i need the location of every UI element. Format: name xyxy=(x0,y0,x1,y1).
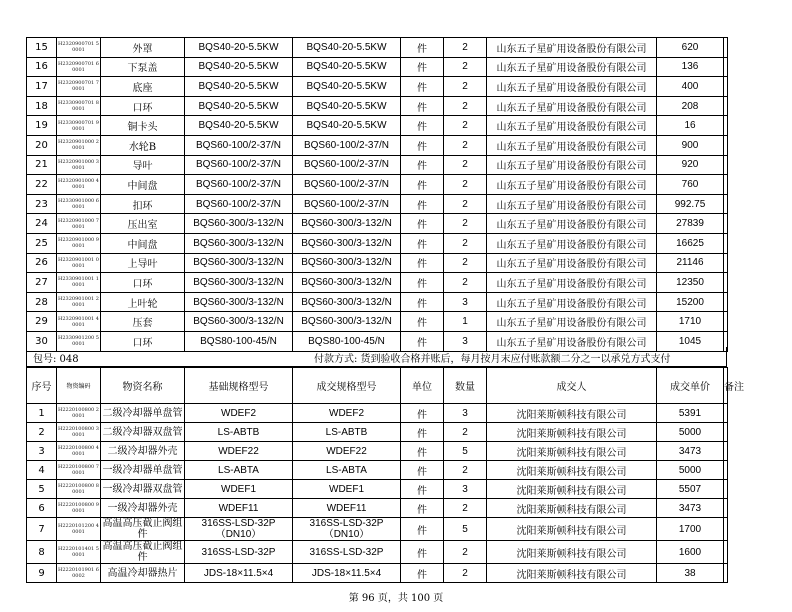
deal-spec: WDEF1 xyxy=(293,480,401,499)
deal-spec: WDEF22 xyxy=(293,442,401,461)
base-spec: BQS40-20-5.5KW xyxy=(185,96,293,116)
material-name: 高温高压截止阀组件 xyxy=(102,541,183,563)
vendor-name: 沈阳莱斯顿科技有限公司 xyxy=(487,423,657,442)
unit-price: 400 xyxy=(657,77,724,97)
deal-spec: BQS40-20-5.5KW xyxy=(293,57,401,77)
quantity: 1 xyxy=(444,312,487,332)
material-name: 二级冷却器双盘管 xyxy=(101,423,185,442)
note-cell xyxy=(724,312,728,332)
quantity: 5 xyxy=(444,442,487,461)
note-cell xyxy=(724,442,728,461)
unit-price: 27839 xyxy=(657,214,724,234)
vendor-name: 山东五子星矿用设备股份有限公司 xyxy=(487,292,657,312)
material-name: 高温高压截止阀组件 xyxy=(102,518,183,540)
table-row xyxy=(27,116,728,136)
note-cell xyxy=(724,423,728,442)
quantity: 2 xyxy=(444,38,487,58)
quantity: 2 xyxy=(444,96,487,116)
deal-spec: BQS60-100/2-37/N xyxy=(293,135,401,155)
header-row xyxy=(27,368,728,404)
deal-spec: 316SS-LSD-32P xyxy=(293,541,401,564)
table-row xyxy=(27,38,728,58)
deal-spec: BQS60-300/3-132/N xyxy=(293,312,401,332)
deal-spec: WDEF2 xyxy=(293,404,401,423)
unit-price: 1600 xyxy=(657,541,724,564)
material-name: 扣环 xyxy=(101,194,185,214)
vendor-name: 沈阳莱斯顿科技有限公司 xyxy=(487,499,657,518)
material-name: 高温冷却器热片 xyxy=(101,564,185,583)
row-number: 27 xyxy=(27,273,57,293)
note-cell xyxy=(724,564,728,583)
material-code: H2320901000 30001 xyxy=(57,155,101,175)
header-note: 备注 xyxy=(724,368,728,404)
base-spec: WDEF2 xyxy=(185,404,293,423)
quantity: 2 xyxy=(444,423,487,442)
row-number: 6 xyxy=(27,499,57,518)
material-name: 一级冷却器单盘管 xyxy=(101,461,185,480)
header-code: 物资编码 xyxy=(57,368,101,404)
material-code: H2330900701 80001 xyxy=(57,96,101,116)
deal-spec: BQS40-20-5.5KW xyxy=(293,77,401,97)
unit-price: 3473 xyxy=(657,442,724,461)
row-number: 15 xyxy=(27,38,57,58)
quantity: 3 xyxy=(444,331,487,351)
material-name: 口环 xyxy=(101,331,185,351)
unit: 件 xyxy=(401,96,444,116)
unit-price: 38 xyxy=(657,564,724,583)
material-code: H2320901000 70001 xyxy=(57,214,101,234)
base-spec: BQS80-100-45/N xyxy=(185,331,293,351)
unit-price: 5391 xyxy=(657,404,724,423)
table-row xyxy=(27,135,728,155)
base-spec: LS-ABTA xyxy=(185,461,293,480)
note-cell xyxy=(724,77,728,97)
quantity: 2 xyxy=(444,499,487,518)
unit-price: 21146 xyxy=(657,253,724,273)
base-spec: WDEF1 xyxy=(185,480,293,499)
vendor-name: 山东五子星矿用设备股份有限公司 xyxy=(487,214,657,234)
package-number: 包号: 048 xyxy=(33,354,79,365)
material-code: H2320900701 50001 xyxy=(57,38,101,58)
vendor-name: 沈阳莱斯顿科技有限公司 xyxy=(487,518,657,541)
unit-price: 760 xyxy=(657,175,724,195)
vendor-name: 山东五子星矿用设备股份有限公司 xyxy=(487,194,657,214)
quantity: 2 xyxy=(444,116,487,136)
vendor-name: 山东五子星矿用设备股份有限公司 xyxy=(487,233,657,253)
package-info-row xyxy=(26,347,727,367)
material-name: 水轮B xyxy=(101,135,185,155)
material-code: H2320900701 60001 xyxy=(57,57,101,77)
vendor-name: 山东五子星矿用设备股份有限公司 xyxy=(487,96,657,116)
note-cell xyxy=(724,194,728,214)
note-cell xyxy=(724,214,728,234)
unit-price: 12350 xyxy=(657,273,724,293)
note-cell xyxy=(724,57,728,77)
unit: 件 xyxy=(401,194,444,214)
deal-spec: BQS40-20-5.5KW xyxy=(293,38,401,58)
deal-spec: BQS60-300/3-132/N xyxy=(293,233,401,253)
quantity: 2 xyxy=(444,77,487,97)
base-spec: BQS60-300/3-132/N xyxy=(185,273,293,293)
row-number: 17 xyxy=(27,77,57,97)
vendor-name: 山东五子星矿用设备股份有限公司 xyxy=(487,175,657,195)
unit: 件 xyxy=(401,312,444,332)
note-cell xyxy=(724,292,728,312)
note-cell xyxy=(724,233,728,253)
quantity: 2 xyxy=(444,57,487,77)
material-name: 一级冷却器双盘管 xyxy=(101,480,185,499)
unit-price: 136 xyxy=(657,57,724,77)
note-cell xyxy=(724,155,728,175)
row-number: 29 xyxy=(27,312,57,332)
base-spec: BQS40-20-5.5KW xyxy=(185,77,293,97)
deal-spec: BQS60-100/2-37/N xyxy=(293,175,401,195)
deal-spec: BQS80-100-45/N xyxy=(293,331,401,351)
material-name: 一级冷却器外壳 xyxy=(101,499,185,518)
table-row xyxy=(27,564,728,583)
table-row xyxy=(27,233,728,253)
row-number: 19 xyxy=(27,116,57,136)
table-row xyxy=(27,480,728,499)
unit: 件 xyxy=(401,292,444,312)
vendor-name: 山东五子星矿用设备股份有限公司 xyxy=(487,273,657,293)
material-code: H2320901000 20001 xyxy=(57,135,101,155)
quantity: 2 xyxy=(444,273,487,293)
unit-price: 1045 xyxy=(657,331,724,351)
base-spec: BQS60-100/2-37/N xyxy=(185,155,293,175)
material-name: 上导叶 xyxy=(101,253,185,273)
table-row xyxy=(27,57,728,77)
table-row xyxy=(27,461,728,480)
row-number: 22 xyxy=(27,175,57,195)
row-number: 30 xyxy=(27,331,57,351)
base-spec: 316SS-LSD-32P（DN10） xyxy=(185,518,293,541)
unit-price: 1710 xyxy=(657,312,724,332)
unit-price: 920 xyxy=(657,155,724,175)
row-number: 25 xyxy=(27,233,57,253)
note-cell xyxy=(724,253,728,273)
deal-spec: BQS60-300/3-132/N xyxy=(293,292,401,312)
unit-price: 5000 xyxy=(657,423,724,442)
material-name: 底座 xyxy=(101,77,185,97)
table-row xyxy=(27,518,728,541)
unit: 件 xyxy=(401,135,444,155)
deal-spec: BQS60-300/3-132/N xyxy=(293,273,401,293)
unit: 件 xyxy=(401,404,444,423)
table-row xyxy=(27,292,728,312)
base-spec: BQS40-20-5.5KW xyxy=(185,38,293,58)
material-name: 导叶 xyxy=(101,155,185,175)
note-cell xyxy=(724,273,728,293)
unit: 件 xyxy=(401,175,444,195)
row-number: 2 xyxy=(27,423,57,442)
material-name: 口环 xyxy=(101,273,185,293)
deal-spec: LS-ABTB xyxy=(293,423,401,442)
base-spec: BQS60-100/2-37/N xyxy=(185,135,293,155)
deal-spec: BQS40-20-5.5KW xyxy=(293,116,401,136)
quantity: 2 xyxy=(444,155,487,175)
material-name: 外罩 xyxy=(101,38,185,58)
material-name: 二级冷却器外壳 xyxy=(101,442,185,461)
table-row xyxy=(27,77,728,97)
payment-terms: 付款方式: 货到验收合格并账后，每月按月末应付账款额二分之一以承兑方式支付 xyxy=(314,354,671,365)
column-header-table xyxy=(26,367,744,404)
base-spec: BQS40-20-5.5KW xyxy=(185,57,293,77)
unit: 件 xyxy=(401,38,444,58)
items-table-top xyxy=(26,37,728,352)
row-number: 5 xyxy=(27,480,57,499)
deal-spec: BQS60-300/3-132/N xyxy=(293,214,401,234)
quantity: 2 xyxy=(444,175,487,195)
base-spec: WDEF22 xyxy=(185,442,293,461)
row-number: 24 xyxy=(27,214,57,234)
quantity: 2 xyxy=(444,564,487,583)
material-code: H2320901001 40001 xyxy=(57,312,101,332)
deal-spec: BQS60-300/3-132/N xyxy=(293,253,401,273)
vendor-name: 沈阳莱斯顿科技有限公司 xyxy=(487,442,657,461)
unit-price: 16625 xyxy=(657,233,724,253)
quantity: 3 xyxy=(444,292,487,312)
material-name: 下泵盖 xyxy=(101,57,185,77)
note-cell xyxy=(724,518,728,541)
header-spec: 基础规格型号 xyxy=(185,368,293,404)
unit-price: 1700 xyxy=(657,518,724,541)
vendor-name: 沈阳莱斯顿科技有限公司 xyxy=(487,480,657,499)
unit: 件 xyxy=(401,541,444,564)
unit: 件 xyxy=(401,564,444,583)
material-code: H2330900701 90001 xyxy=(57,116,101,136)
unit: 件 xyxy=(401,442,444,461)
note-cell xyxy=(724,480,728,499)
row-number: 3 xyxy=(27,442,57,461)
row-number: 9 xyxy=(27,564,57,583)
note-cell xyxy=(724,499,728,518)
material-code: H2320901001 20001 xyxy=(57,292,101,312)
deal-spec: WDEF11 xyxy=(293,499,401,518)
deal-spec: JDS-18×11.5×4 xyxy=(293,564,401,583)
base-spec: BQS60-300/3-132/N xyxy=(185,233,293,253)
page-footer: 第 96 页，共 100 页 xyxy=(348,593,444,604)
material-code: H2220101901 60002 xyxy=(57,564,101,583)
vendor-name: 山东五子星矿用设备股份有限公司 xyxy=(487,155,657,175)
note-cell xyxy=(724,135,728,155)
unit-price: 900 xyxy=(657,135,724,155)
vendor-name: 山东五子星矿用设备股份有限公司 xyxy=(487,135,657,155)
material-name: 铜卡头 xyxy=(101,116,185,136)
quantity: 3 xyxy=(444,480,487,499)
vendor-name: 沈阳莱斯顿科技有限公司 xyxy=(487,541,657,564)
unit: 件 xyxy=(401,423,444,442)
material-name: 压套 xyxy=(101,312,185,332)
table-row xyxy=(27,194,728,214)
table-row xyxy=(27,253,728,273)
table-row xyxy=(27,423,728,442)
row-number: 26 xyxy=(27,253,57,273)
vendor-name: 山东五子星矿用设备股份有限公司 xyxy=(487,57,657,77)
table-row xyxy=(27,273,728,293)
quantity: 2 xyxy=(444,461,487,480)
base-spec: LS-ABTB xyxy=(185,423,293,442)
base-spec: JDS-18×11.5×4 xyxy=(185,564,293,583)
vendor-name: 山东五子星矿用设备股份有限公司 xyxy=(487,331,657,351)
unit: 件 xyxy=(401,155,444,175)
row-number: 23 xyxy=(27,194,57,214)
table-row xyxy=(27,404,728,423)
unit-price: 15200 xyxy=(657,292,724,312)
quantity: 2 xyxy=(444,194,487,214)
unit: 件 xyxy=(401,253,444,273)
unit-price: 620 xyxy=(657,38,724,58)
header-unit: 单位 xyxy=(401,368,444,404)
header-deal-spec: 成交规格型号 xyxy=(293,368,401,404)
row-number: 21 xyxy=(27,155,57,175)
base-spec: WDEF11 xyxy=(185,499,293,518)
base-spec: BQS60-300/3-132/N xyxy=(185,253,293,273)
material-code: H2220101200 40001 xyxy=(57,518,101,541)
deal-spec: BQS60-100/2-37/N xyxy=(293,155,401,175)
row-number: 8 xyxy=(27,541,57,564)
material-name: 二级冷却器单盘管 xyxy=(101,404,185,423)
header-name: 物资名称 xyxy=(101,368,185,404)
unit: 件 xyxy=(401,461,444,480)
material-code: H2320901000 90001 xyxy=(57,233,101,253)
unit: 件 xyxy=(401,116,444,136)
unit-price: 5000 xyxy=(657,461,724,480)
table-row xyxy=(27,499,728,518)
material-code: H2220100800 40001 xyxy=(57,442,101,461)
unit-price: 3473 xyxy=(657,499,724,518)
vendor-name: 山东五子星矿用设备股份有限公司 xyxy=(487,38,657,58)
table-row xyxy=(27,155,728,175)
row-number: 18 xyxy=(27,96,57,116)
table-row xyxy=(27,442,728,461)
vendor-name: 山东五子星矿用设备股份有限公司 xyxy=(487,253,657,273)
row-number: 1 xyxy=(27,404,57,423)
note-cell xyxy=(724,541,728,564)
unit: 件 xyxy=(401,499,444,518)
material-code: H2220101401 50001 xyxy=(57,541,101,564)
unit: 件 xyxy=(401,233,444,253)
material-name: 口环 xyxy=(101,96,185,116)
deal-spec: BQS60-100/2-37/N xyxy=(293,194,401,214)
note-cell xyxy=(724,96,728,116)
unit: 件 xyxy=(401,480,444,499)
note-cell xyxy=(724,38,728,58)
note-cell xyxy=(724,116,728,136)
material-name: 上叶轮 xyxy=(101,292,185,312)
unit: 件 xyxy=(401,273,444,293)
material-code: H2330901001 10001 xyxy=(57,273,101,293)
deal-spec: 316SS-LSD-32P（DN10） xyxy=(293,518,401,541)
material-code: H2220100800 80001 xyxy=(57,480,101,499)
material-code: H2220100800 20001 xyxy=(57,404,101,423)
material-name: 中间盘 xyxy=(101,233,185,253)
deal-spec: LS-ABTA xyxy=(293,461,401,480)
row-number: 7 xyxy=(27,518,57,541)
table-row xyxy=(27,214,728,234)
material-code: H2320901000 40001 xyxy=(57,175,101,195)
base-spec: BQS60-300/3-132/N xyxy=(185,312,293,332)
table-row xyxy=(27,541,728,564)
table-row xyxy=(27,175,728,195)
base-spec: BQS60-300/3-132/N xyxy=(185,214,293,234)
material-code: H2330901000 60001 xyxy=(57,194,101,214)
header-qty: 数量 xyxy=(444,368,487,404)
unit: 件 xyxy=(401,214,444,234)
unit: 件 xyxy=(401,77,444,97)
unit-price: 208 xyxy=(657,96,724,116)
header-price: 成交单价 xyxy=(657,368,724,404)
vendor-name: 山东五子星矿用设备股份有限公司 xyxy=(487,116,657,136)
row-number: 28 xyxy=(27,292,57,312)
quantity: 2 xyxy=(444,253,487,273)
material-code: H2320900701 70001 xyxy=(57,77,101,97)
vendor-name: 沈阳莱斯顿科技有限公司 xyxy=(487,564,657,583)
note-cell xyxy=(724,404,728,423)
unit: 件 xyxy=(401,518,444,541)
material-code: H2220100800 30001 xyxy=(57,423,101,442)
quantity: 3 xyxy=(444,404,487,423)
material-name: 压出室 xyxy=(101,214,185,234)
quantity: 5 xyxy=(444,518,487,541)
unit: 件 xyxy=(401,57,444,77)
vendor-name: 沈阳莱斯顿科技有限公司 xyxy=(487,404,657,423)
table-row xyxy=(27,312,728,332)
vendor-name: 山东五子星矿用设备股份有限公司 xyxy=(487,312,657,332)
unit-price: 5507 xyxy=(657,480,724,499)
row-number: 20 xyxy=(27,135,57,155)
note-cell xyxy=(724,461,728,480)
vendor-name: 沈阳莱斯顿科技有限公司 xyxy=(487,461,657,480)
material-code: H2330901200 50001 xyxy=(57,331,101,351)
unit-price: 16 xyxy=(657,116,724,136)
unit: 件 xyxy=(401,331,444,351)
material-name: 中间盘 xyxy=(101,175,185,195)
base-spec: BQS40-20-5.5KW xyxy=(185,116,293,136)
base-spec: BQS60-100/2-37/N xyxy=(185,194,293,214)
row-number: 16 xyxy=(27,57,57,77)
material-code: H2220100800 70001 xyxy=(57,461,101,480)
vendor-name: 山东五子星矿用设备股份有限公司 xyxy=(487,77,657,97)
header-no: 序号 xyxy=(27,368,57,404)
items-table-bottom xyxy=(26,403,728,583)
material-code: H2320901001 00001 xyxy=(57,253,101,273)
unit-price: 992.75 xyxy=(657,194,724,214)
table-row xyxy=(27,96,728,116)
quantity: 2 xyxy=(444,135,487,155)
deal-spec: BQS40-20-5.5KW xyxy=(293,96,401,116)
material-code: H2220100800 90001 xyxy=(57,499,101,518)
base-spec: BQS60-300/3-132/N xyxy=(185,292,293,312)
row-number: 4 xyxy=(27,461,57,480)
note-cell xyxy=(724,175,728,195)
header-vendor: 成交人 xyxy=(487,368,657,404)
base-spec: BQS60-100/2-37/N xyxy=(185,175,293,195)
quantity: 2 xyxy=(444,541,487,564)
base-spec: 316SS-LSD-32P xyxy=(185,541,293,564)
quantity: 2 xyxy=(444,214,487,234)
quantity: 2 xyxy=(444,233,487,253)
